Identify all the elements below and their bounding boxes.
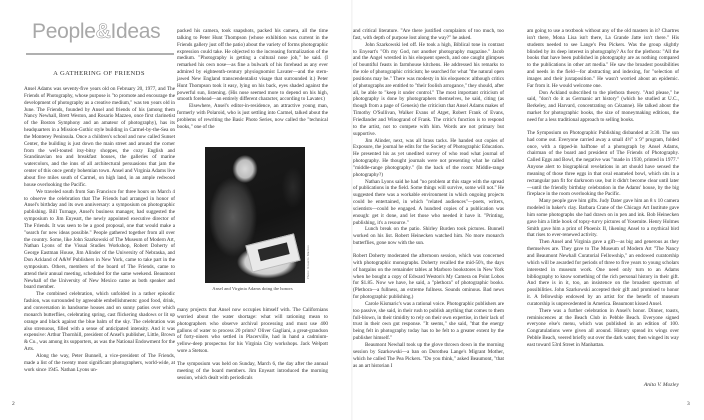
paragraph: There was a further celebration in Ansel's honor. Dinner, toasts, reminiscences at the Beach Club in Pebble Beach. Everyone signed everyone else's menu, which was published in an edition of 100. Congratulations were given all around. History spread its wings over Pebble Beach, veered briefly out over the dark water, then winged its way east toward 53rd Street in Manhattan. (527, 307, 679, 348)
paragraph: and critical literature. "Are there justified complaints of too much, too fast, with depth of purpose lost along the way?" he asked. (353, 28, 504, 41)
page-number-left: 2 (12, 401, 15, 407)
paragraph: Carole Kismaric's was a rational voice. Photographic publishers are too passive, she said, in their rush to publish anything that comes to them full-blown, in their timidity to rely on their own expertise, in their lack of trust in their own gut response. "It seems," she said, "that the energy being felt in photography today has to be felt to a greater extent by the publisher himself." (353, 300, 504, 342)
paragraph: packed his camera, took snapshots, packed his camera, all the time talking to Peter Hunt Thompson (whose exhibition was current in the Friends gallery just off the patio) about the variety of forms photographic expression could take. He objected to the increasing formalization of the medium. "Photography is getting a cultural nose job," he said. (I remarked his own nose—as fine a bulwark of his forehead as any ever admired by eighteenth-century physiognomist Lavater—and the stern-jawed New England transcendentalist visage that surrounded it.) Peter Hunt Thompson took it easy, lying on his back, eyes shaded against the powerful sun, listening. (His nose seemed more to depend on his high, smooth forehead—an entirely different character, according to Lavater.) (177, 28, 328, 103)
article-heading: A GATHERING OF FRIENDS (53, 70, 145, 77)
paragraph: Robert Doherty moderated the afternoon session, which was concerned with photographic monographs. Doherty recalled the mid-50's, the days of bargains on the remainder tables at Marboro bookstores in New York when he bought a copy of Edward Weston's My Camera on Point Lobos for $1.85. Now we have, he said, a "plethora" of photographic books. (Plethora—a fullness, an extreme fullness. Sounds ominous. Bad news for photographic publishing.) (353, 253, 504, 301)
paragraph: Don Ackland subscribed to the plethora theory. "And please," he said, "don't do it as Germanic art history" (which he studied at U.C., Berkeley, and Harvard, concentrating on Cézanne). He talked about the market for photographic books, the size of moneymaking editions, the need for a less traditional approach to selling books. (527, 89, 679, 123)
column-3 (353, 28, 504, 369)
masthead-people: People (32, 20, 96, 43)
paragraph: The Symposium on Photographic Publishing disbanded at 3:30. The sun had come out. Everyone carried away a small 4½" x 9" program, folded once, with a tipped-in halftone of a photograph by Ansel Adams, chairman of the board and president of The Friends of Photography. Called Eggs and Bowl, the negative was "made in 1930, printed in 1977." Anyone alert to biographical revelations in art should have sensed the meaning of those three eggs in that oval enameled bowl, which sits in a rectangular pan fit for darkroom use, but it didn't become clear until later—until the friendly birthday celebration in the Adams' house, by the big fireplace in the room overlooking the Pacific. (527, 129, 679, 198)
author-signature: Anita V. Mozley (643, 382, 679, 388)
photo-caption: Ansel and Virginia Adams doing the honors (212, 286, 293, 291)
paragraph: Many people gave him gifts. Judy Dater gave him an 8 x 10 camera modeled in baker's clay. Barbara Crane of the Chicago Art Institute gave him some photographs she had drawn on in pen and ink. Bob Heinecken gave him a little book of topsy-turvy pictures of Yosemite. Henry Holmes Smith gave him a print of Phoenix II, likening Ansel to a mythical bird that rises to ever-renewed activity. (527, 198, 679, 239)
masthead-ideas: Ideas (110, 20, 161, 43)
paragraph: many projects that Ansel now occupies himself with. The Californians worried about the water shortage: what will rationing mean to photographers who observe archival processing and must use 400 gallons of water to process 20 prints? Oliver Gagliani, a great-grandson of forty-niners who settled in Placerville, had in hand a cadmium-yellow-deep prospectus for his Virginia City workshops. Jack Welpott wore a Stetson. (177, 307, 328, 355)
paragraph: Beaumont Newhall took up the glove thrown down in the morning session by Szarkowski—a ban on Dorothea Lange's Migrant Mother, which he called The Pea Pickers. "Do you think," asked Beaumont, "that as an art historian I (353, 341, 504, 369)
masthead-ampersand: & (95, 20, 111, 43)
paragraph: John Szarkowski led off. He took a high, Biblical tone in contrast to Enyeart's "Oh my God, not another photography magazine." Jacob and the Angel wrestled in his eloquent speech, and one caught glimpses of bountiful feasts in farmhouse kitchens. He addressed his remarks to the role of photographic criticism; he searched for what "the natural open positions may be." There was modesty in his eloquence: although critics of photographs are entitled to "their foolish arrogance," they should, after all, be able to "keep it under control." The most important criticism of photography is done by photographers themselves, he said, citing (as though from a page of Genesis) the criticism that Ansel Adams makes of Timothy O'Sullivan, Walker Evans of Atget, Robert Frank of Evans, Friedlander and Winogrand of Frank. The critic's function is to respond to the artist, not to compete with him. Words are not primary but supportive. (353, 41, 504, 137)
paragraph: The symposium was held on Sunday, March 6, the day after the annual meeting of the board members. Jim Enyeart introduced the morning session, which dealt with periodicals (177, 360, 328, 381)
paragraph: Along the way, Peter Bunnell, a vice-president of The Friends, made a list of the twenty most significant photographers, world-wide, at work since 1945. Nathan Lyons un- (24, 352, 175, 373)
paragraph: Jim Alinder, next, was all brass tacks. He handed out copies of Exposure, the journal he edits for the Society of Photographic Education. He presented his as yet unedited survey of who read what journal of photography. He thought journals were not presenting what he called "middle-range photography." (In the back of the room: Middle-range photography?) (353, 137, 504, 178)
paragraph: We traveled south from San Francisco for three hours on March 4 to observe the celebration that The Friends had arranged in honor of Ansel's birthday and its own anniversary: a symposium on photographic publishing. Bill Turnage, Ansel's business manager, had suggested the symposium to Jim Enyeart, the newly appointed executive director of The Friends. It was seen to be a good proposal, one that would make a "search for new ideas possible." People gathered together from all over the country. Some, like John Szarkowski of The Museum of Modern Art, Nathan Lyons of the Visual Studies Workshop, Robert Doherty of George Eastman House, Jim Alinder of the University of Nebraska, and Don Ackland of A&W Publishers in New York, came to take part in the symposium. Others, members of the board of The Friends, came to attend their annual meeting, scheduled for the same weekend. Beaumont Newhall of the University of New Mexico came as both speaker and board member. (24, 188, 175, 291)
page-number-right: 3 (687, 401, 690, 407)
paragraph: Ansel Adams was seventy-five years old on February 20, 1977, and The Friends of Photography, whose purpose is "to promote and encourage the development of photography as a creative medium," was ten years old in June. The Friends, founded by Ansel and friends of his (among them Nancy Newhall, Brett Weston, and Rosario Mazzeo, once first clarinetist of the Boston Symphony and an amateur of photography), has its headquarters in a Mission-Gothic style building in Carmel-by-the-Sea on the Monterey Peninsula. Once a children's school and now called Sunset Center, the building is just down the main street and around the corner from the well-touted itsy-bitsy shoppes, the cozy English and Scandinavian tea and breakfast houses, the galleries of marine watercolors, and the inns of all architectural persuasions that jam the center of this once gently bohemian town. Ansel and Virginia Adams live about five miles south of Carmel, on high land, in an ample redwood house overlooking the Pacific. (24, 86, 175, 188)
paragraph: Then Ansel and Virginia gave a gift—as big and generous as they themselves are. They gave to The Museum of Modern Art "The Nancy and Beaumont Newhall Curatorial Fellowship," an endowed curatorship which will be awarded for periods of three to five years to young scholars interested in museum work. One need only turn to an Adams bibliography to know something of the rich personal history in their gift. And there is in it, too, an insistence on the broadest spectrum of possibilities. John Szarkowski accepted their gift and promised to honor it. A fellowship endowed by an artist for the benefit of museum curatorship is unprecedented in America. Beaumont kissed Ansel. (527, 239, 679, 307)
photo-credit: Photo: Rosario Mazzeo (306, 245, 310, 280)
paragraph: Lunch break on the patio. Shirley Burden took pictures. Bunnell worked on his list. Robert Heinecken watched him. No more monarch butterflies, gone now with the sun. (353, 226, 504, 247)
column-4 (527, 28, 679, 349)
paragraph: am going to use a textbook without any of the old masters in it? Chartres isn't there, Mona Lisa isn't there, La Grande Jatte isn't there." His students needed to see Lange's Pea Pickers. Was the group slightly blinded by its deep interest in photography? As for the plethora: "All the books that have been published in photography are as nothing compared to the publications in other art media." He saw the broadest possibilities and needs in the field—for abstracting and indexing, for "selection of images and their juxtaposition." He wasn't worried about an epidemic. Far from it. He would welcome one. (527, 28, 679, 89)
paragraph: Elsewhere, Ansel's editor-in-residence, an attractive young man, formerly with Polaroid, who is just settling into Carmel, talked about the problems of rewriting the Basic Photo Series, now called the "technical books," one of the (177, 103, 328, 130)
paragraph: The combined celebration, which unfolded in a rather episodic fashion, was surrounded by agreeable embellishments: good food, drink, and conversation in handsome houses and on sunny patios over which monarch butterflies, celebrating spring, cast flickering shadows or lit up orange and black against the blue balm of the sky. The celebration was also strenuous, filled with a sense of anticipated intensity. And it was expensive: Arthur Thornhill, president of Ansel's publisher, Little, Brown & Co., was among its supporters, as was the National Endowment for the Arts. (24, 291, 175, 353)
paragraph: Nathan Lyons said he had "no problem at this stage with the spread of publications in the field. Some things will survive, some will not." He suggested there was a workable environment in which ongoing projects could be entertained, in which "related audiences"—poets, writers, scientists—could be engaged. A hundred copies of a publication was enough: get it done, and let those who needed it have it. "Printing, publishing, it's a resource." (353, 178, 504, 226)
